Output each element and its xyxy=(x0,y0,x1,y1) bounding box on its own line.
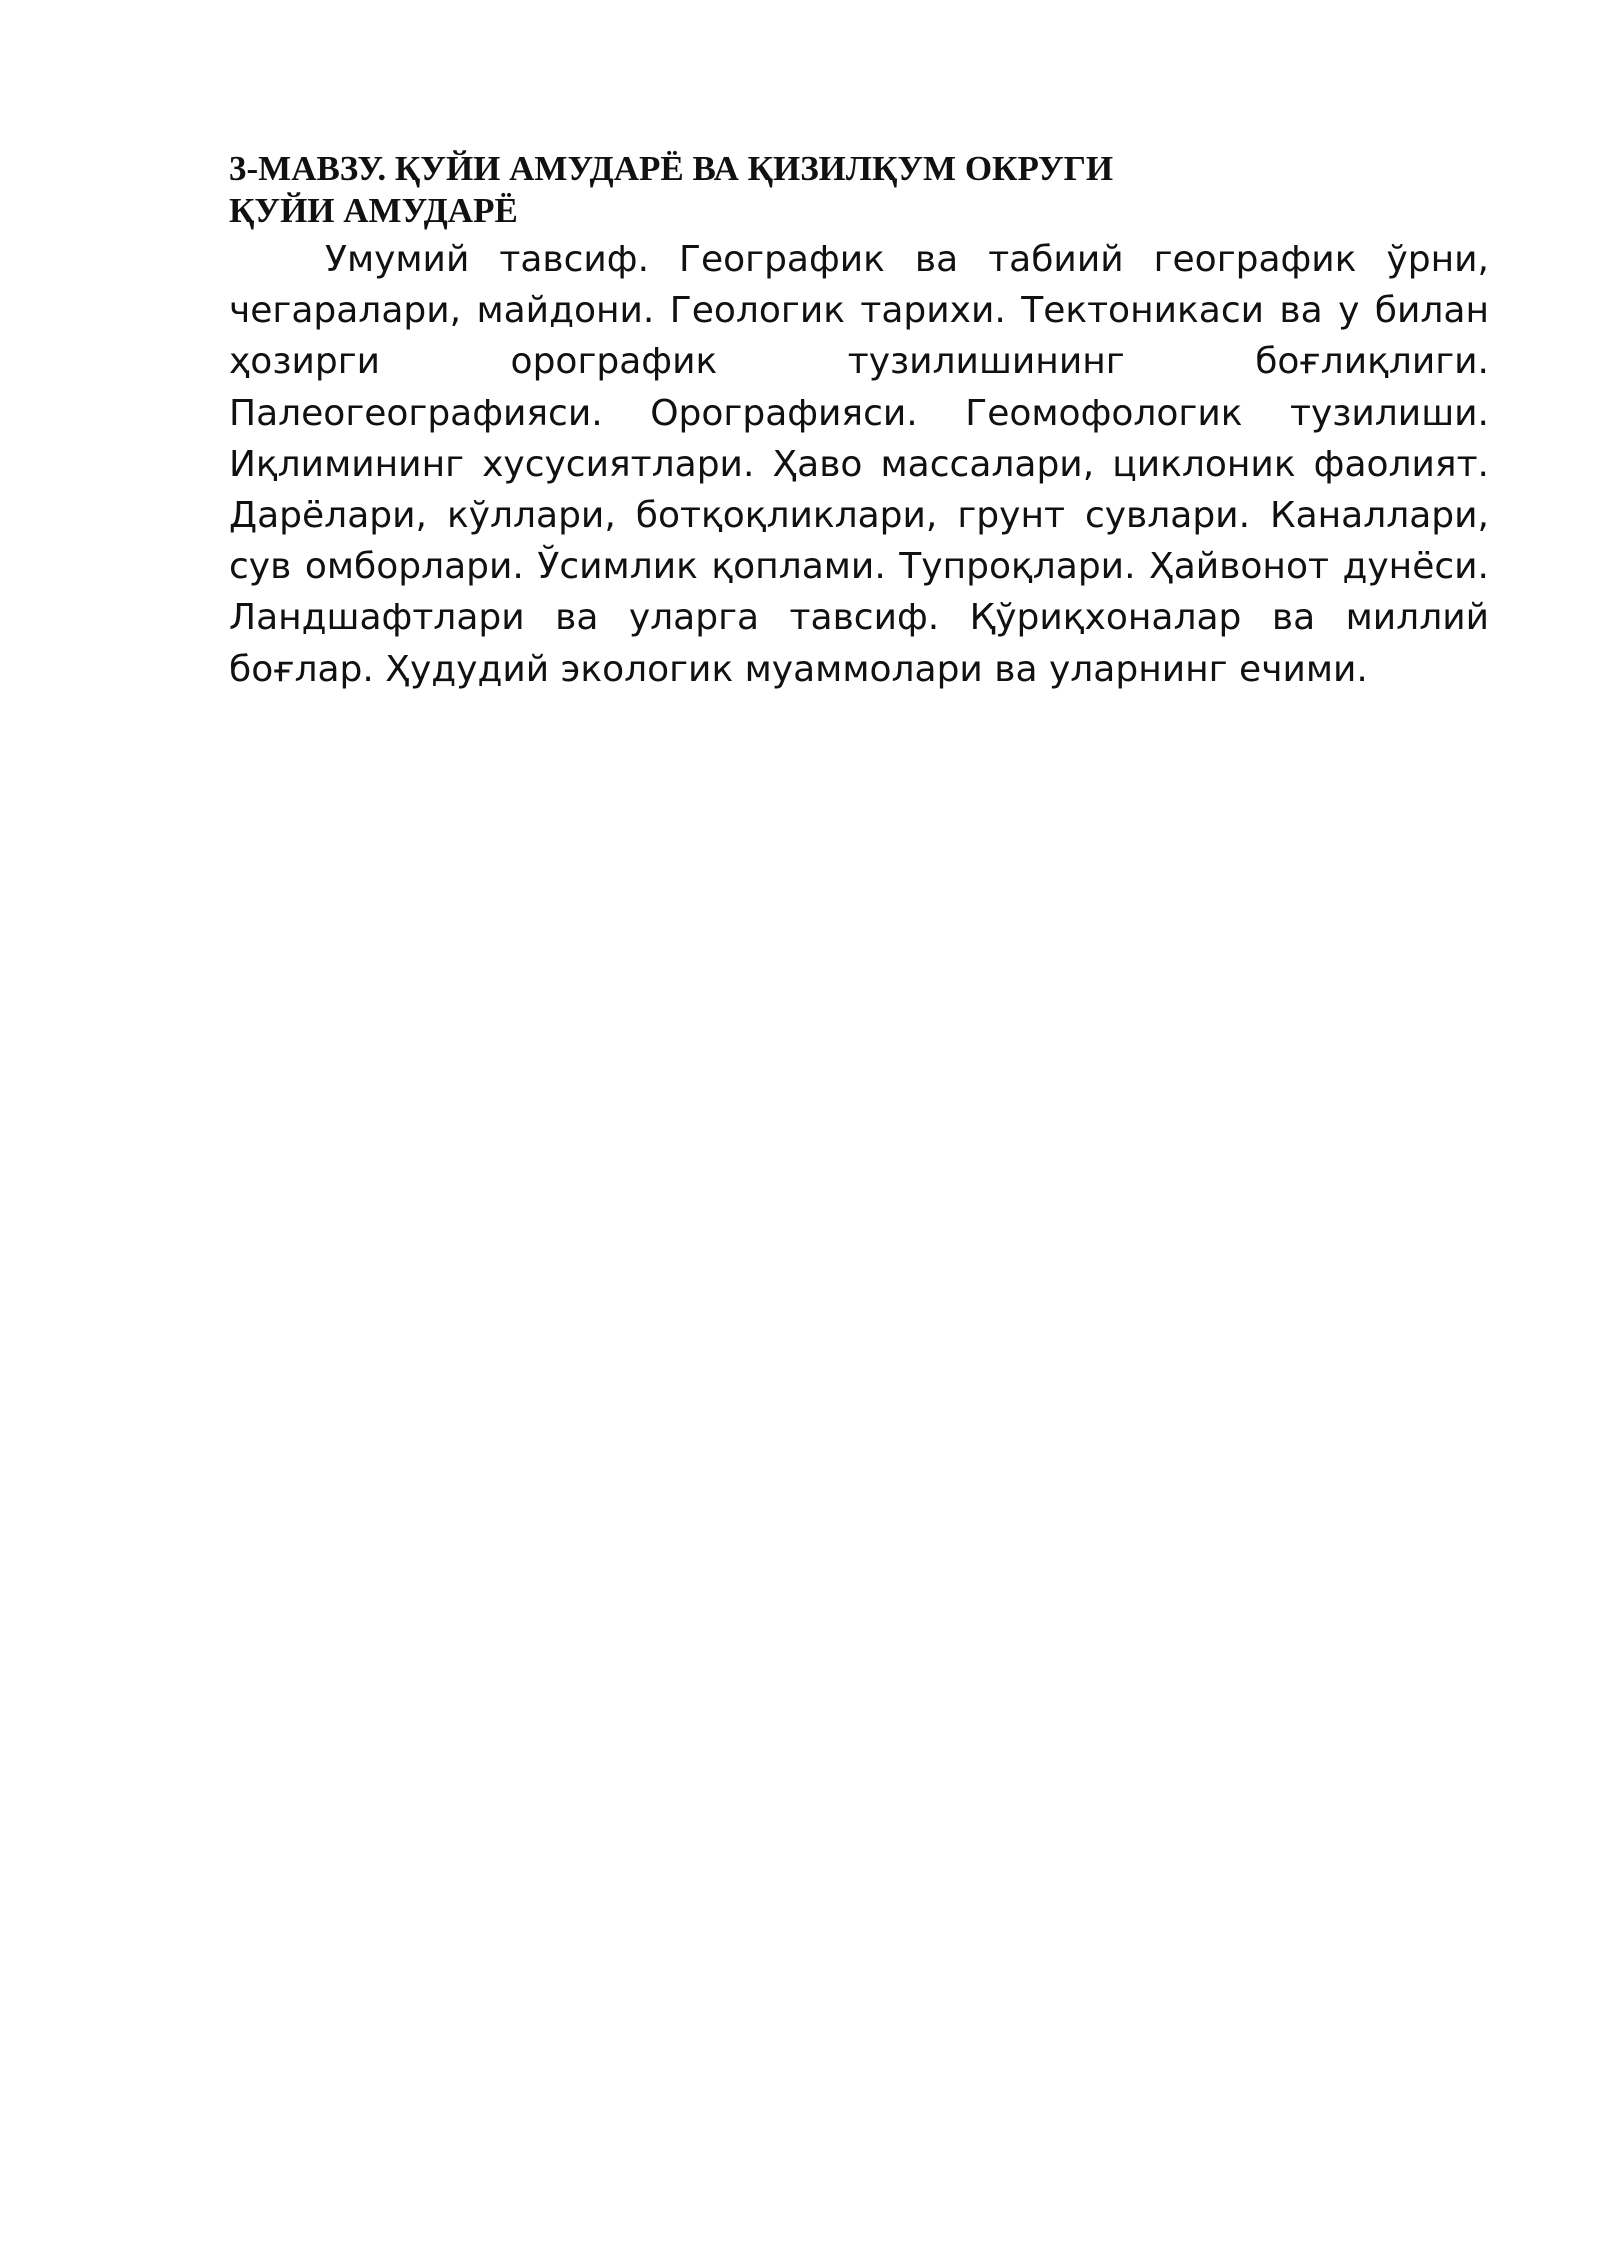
page-content xyxy=(229,148,1489,695)
topic-description-paragraph: Умумий тавсиф. Географик ва табиий географик ўрни, чегаралари, майдони. Геологик тарихи. Тектоникаси ва у билан ҳозирги орографик тузилишининг боғлиқлиги. Палеогеографияси. Орографияси. Геомофологик тузилиши. Иқлимининг хусусиятлари. Ҳаво массалари, циклоник фаолият. Дарёлари, кўллари, ботқоқликлари, грунт сувлари. Каналлари, сув омборлари. Ўсимлик қоплами. Тупроқлари. Ҳайвонот дунёси. Ландшафтлари ва уларга тавсиф. Қўриқхоналар ва миллий боғлар. Ҳудудий экологик муаммолари ва уларнинг ечими. xyxy=(229,239,1489,690)
topic-title-line-1: 3-МАВЗУ. ҚУЙИ АМУДАРЁ ВА ҚИЗИЛҚУМ ОКРУГИ xyxy=(229,149,1114,188)
topic-title xyxy=(229,148,1489,232)
topic-title-line-2: ҚУЙИ АМУДАРЁ xyxy=(229,191,518,230)
